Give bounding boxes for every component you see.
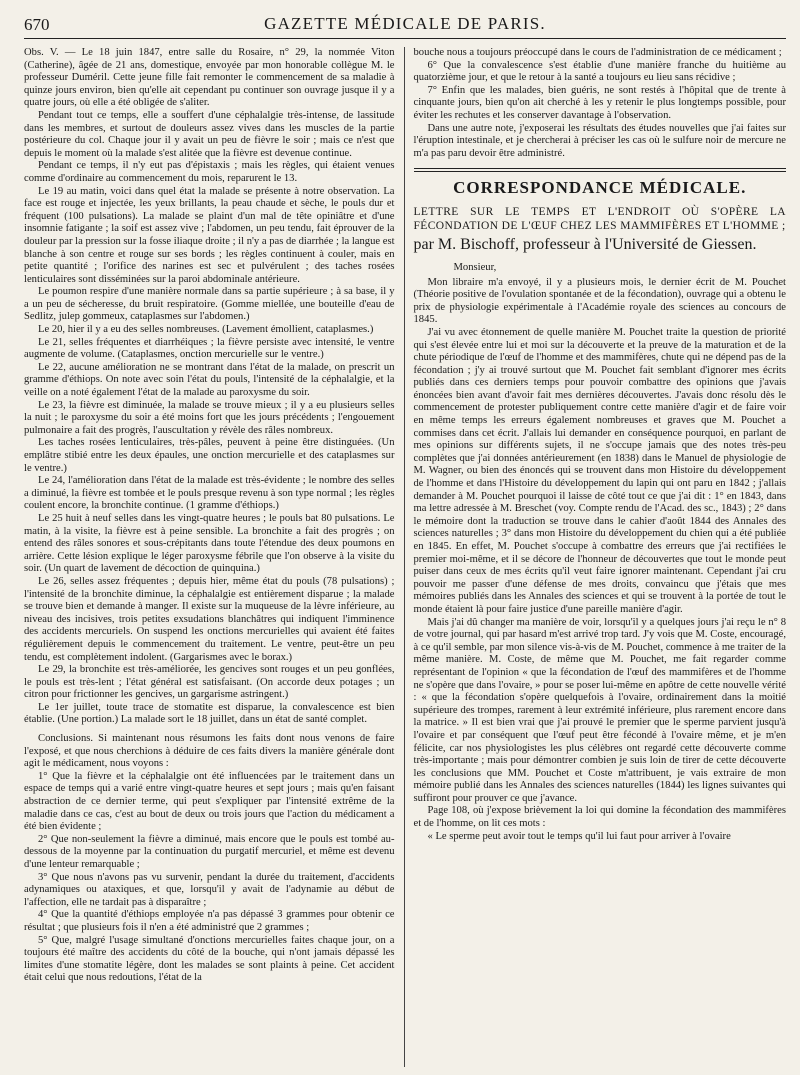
paragraph: Pendant ce temps, il n'y eut pas d'épistaxis ; mais les règles, qui étaient venues comme d'ordinaire au commencement du mois, reparurent le 13. xyxy=(24,160,395,184)
page-header xyxy=(24,10,786,39)
left-column xyxy=(24,47,405,1067)
section-title: CORRESPONDANCE MÉDICALE. xyxy=(453,178,747,198)
letter-quote: « Le sperme peut avoir tout le temps qu'il lui faut pour arriver à l'ovaire xyxy=(427,830,731,842)
conclusion-item: 3° Que nous n'avons pas vu survenir, pendant la durée du traitement, d'accidents adynamiques ou ataxiques, et que, lorsqu'il y avait de l'adynamie au début de l'affection, elle ne tardait pas à disparaître ; xyxy=(24,871,395,908)
section-divider xyxy=(414,168,787,172)
right-column xyxy=(405,47,787,1067)
paragraph: Le 22, aucune amélioration ne se montrant dans l'état de la malade, on prescrit un gramme d'éthiops. On note avec soin l'état du pouls, l'intensité de la céphalalgie, et la veille on a noté également l'état de la malade au paroxysme du soir. xyxy=(24,361,395,399)
paragraph: Le 21, selles fréquentes et diarrhéiques ; la fièvre persiste avec intensité, le ventre augmente de volume. (Cataplasmes, onction mercurielle sur le ventre.) xyxy=(24,336,395,361)
letter-paragraph: Mais j'ai dû changer ma manière de voir, lorsqu'il y a quelques jours j'ai reçu le n° 8 de votre journal, qui par hasard m'est arrivé trop tard. J'y vois que M. Coste, encouragé, à ce qu'il semble, par mon silence vis-à-vis de M. Pouchet, commence à me traiter de la même manière. M. Coste, de même que M. Pouchet, me fait regarder comme représentant de l'opinion « que la fécondation de l'œuf des mammifères et de l'homme ne s'opère que dans l'ovaire, » pour se poser lui-même en apôtre de cette nouvelle vérité : « que la fécondation s'opère quelquefois à l'ovaire, ordinairement dans la moitié supérieure des trompes, rarement à leur extrémité inférieure, plus rarement encore dans la matrice. » Il est bien vrai que j'ai prouvé le premier que le sperme parvient jusqu'à l'ovaire et par conséquent que l'œuf peut être fécondé à l'ovaire même, et je m'en félicite, car nos physiologistes les plus célèbres ont regardé cette découverte comme très-importante ; mais pour démontrer combien je suis loin de tirer de cette découverte les conclusions que MM. Pouchet et Coste m'attribuent, je vais extraire de mon mémoire publié dans les Annales des sciences naturelles (1844) les lignes suivantes qui suffiront pour prouver ce que j'avance. xyxy=(413,616,786,804)
salutation: Monsieur, xyxy=(453,261,497,273)
paragraph: Le 29, la bronchite est très-améliorée, les gencives sont rouges et un peu gonflées, le pouls est très-lent ; l'état général est satisfaisant. (On accorde deux potages ; un citron pour frictionner les gencives, un gargarisme astringent.) xyxy=(24,664,395,701)
conclusion-item: 6° Que la convalescence s'est établie d'une manière franche du huitième au quatorzième jour, et que le retour à la santé a toujours eu lieu sans récidive ; xyxy=(413,59,786,84)
conclusion-item: 7° Enfin que les malades, bien guéris, ne sont restés à l'hôpital que de trente à cinquante jours, bien qu'on ait cherché à les y retenir le plus longtemps possible, pour éviter les rechutes et les conserver davantage à l'observation. xyxy=(413,84,786,121)
page-number: 670 xyxy=(24,15,50,34)
conclusion-item: 2° Que non-seulement la fièvre a diminué, mais encore que le pouls est tombé au-dessous de la moyenne par la continuation du purgatif mercuriel, et même est devenu d'une lenteur remarquable ; xyxy=(24,833,395,870)
two-column-body xyxy=(24,47,786,1067)
paragraph: Le 20, hier il y a eu des selles nombreuses. (Lavement émollient, cataplasmes.) xyxy=(38,324,374,336)
conclusion-item: 4° Que la quantité d'éthiops employée n'a pas dépassé 3 grammes pour obtenir ce résultat ; que plusieurs fois il n'en a été administré que 2 grammes ; xyxy=(24,909,395,933)
letter-paragraph: Page 108, où j'expose brièvement la loi qui domine la fécondation des mammifères et de l'homme, on lit ces mots : xyxy=(413,805,786,830)
paragraph: Pendant tout ce temps, elle a souffert d'une céphalalgie très-intense, de lassitude dans les membres, et surtout de douleurs assez vives dans les muscles de la partie postérieure du col. Chaque jour il y avait un peu de fièvre le soir ; mais ce n'est que depuis le moment où la malade s'est alitée que la fièvre est devenue continue. xyxy=(24,109,395,159)
paragraph: Le 25 huit à neuf selles dans les vingt-quatre heures ; le pouls bat 80 pulsations. Le matin, à la visite, la fièvre est à peine sensible. La bronchite a fait des progrès ; on entend des râles sonores et sous-crépitants dans toute l'étendue des deux poumons en arrière. Cette lésion explique le léger paroxysme fébrile que l'on observe à la visite du soir. (Un quart de lavement de décoction de quinquina.) xyxy=(24,512,395,575)
paragraph: Le 19 au matin, voici dans quel état la malade se présente à notre observation. La face est rouge et injectée, les yeux brillants, la peau chaude et sèche, le pouls dur et fréquent (100 pulsations). La malade se plaint d'un mal de tête opiniâtre et d'une insomnie fatigante ; la soif est assez vive ; l'abdomen, un peu tendu, fait éprouver de la douleur par la pression sur la fosse iliaque droite ; il n'y a pas de diarrhée ; la langue est blanche à son centre et rouge sur ses bords ; les règles continuent à couler, mais en petite quantité ; l'orifice des narines est sec et pulvérulent ; des taches rosées lenticulaires sont disséminées sur la paroi abdominale antérieure. xyxy=(24,185,395,285)
paragraph: Le 1er juillet, toute trace de stomatite est disparue, la convalescence est bien établie. (Une portion.) La malade sort le 18 juillet, dans un état de santé complet. xyxy=(24,701,395,726)
paragraph: Les taches rosées lenticulaires, très-pâles, peuvent à peine être distinguées. (Un emplâtre stibié entre les deux épaules, une onction mercurielle et des cataplasmes sur le ventre.) xyxy=(24,437,395,474)
paragraph: Le 26, selles assez fréquentes ; depuis hier, même état du pouls (78 pulsations) ; l'intensité de la bronchite diminue, la céphalalgie est entièrement disparue ; la malade se trouve bien et demande à manger. Il existe sur la muqueuse de la lèvre inférieure, au niveau des incisives, trois petites exsudations blanchâtres qui indiquent l'imminence des accidents mercuriels. On suspend les onctions mercurielles qui avaient été faites régulièrement depuis le commencement du traitement. Le ventre, peut-être un peu tendu, est complètement indolent. (Gargarismes avec le borax.) xyxy=(24,575,395,663)
conclusion-item: 5° Que, malgré l'usage simultané d'onctions mercurielles faites chaque jour, on a toujours été maître des accidents du côté de la bouche, qui n'ont jamais dépassé les limites d'une stomatite légère, dont les malades se sont plaints à peine. Cet accident était celui que nous redoutions, l'état de la xyxy=(24,934,395,984)
running-title: GAZETTE MÉDICALE DE PARIS. xyxy=(264,14,546,33)
paragraph: Dans une autre note, j'exposerai les résultats des études nouvelles que j'ai faites sur l'éruption intestinale, et je chercherai à préciser les cas où le sulfure noir de mercure ne m'a pas paru devoir être administré. xyxy=(413,122,786,159)
observation-intro: Obs. V. — Le 18 juin 1847, entre salle du Rosaire, n° 29, la nommée Viton (Catherine), âgée de 21 ans, domestique, envoyée par mon honorable collègue M. le professeur Duméril. Cette jeune fille fait remonter le commencement de sa maladie à quinze jours environ, bien qu'elle ait cependant pu continuer son ouvrage jusque il y a quatre jours, où elle a été obligée de s'aliter. xyxy=(24,47,395,109)
paragraph: Le poumon respire d'une manière normale dans sa partie supérieure ; à sa base, il y a un peu de sécheresse, du bruit respiratoire. (Gomme miellée, une bouteille d'eau de Sedlitz, julep gommeux, cataplasmes sur l'abdomen.) xyxy=(24,286,395,323)
paragraph: Le 23, la fièvre est diminuée, la malade se trouve mieux ; il y a eu plusieurs selles la nuit ; le paroxysme du soir a été moins fort que les jours précédents ; l'engouement pulmonaire a fait des progrès, l'auscultation y révèle des râles nombreux. xyxy=(24,399,395,436)
paragraph: Le 24, l'amélioration dans l'état de la malade est très-évidente ; le nombre des selles a diminué, la fièvre est tombée et le pouls presque revenu à son type normal ; les règles coulent encore, la bronchite continue. (1 gramme d'éthiops.) xyxy=(24,475,395,512)
conclusion-item: 1° Que la fièvre et la céphalalgie ont été influencées par le traitement dans un espace de temps qui a varié entre vingt-quatre heures et sept jours ; mais qu'en faisant abstraction de ce dernier terme, qui peut s'expliquer par l'intensité extrême de la maladie dans ce cas, c'est au bout de deux ou trois jours que l'action du médicament a été bien évidente ; xyxy=(24,770,395,833)
letter-paragraph: J'ai vu avec étonnement de quelle manière M. Pouchet traite la question de priorité qui s'est élevée entre lui et moi sur la découverte et la preuve de la maturation et de la chute périodique de l'œuf de l'homme et des mammifères, chute qui ne dépend pas de la fécondation ; j'y ai trouvé surtout que M. Pouchet fait semblant d'ignorer mes écrits publiés dans ces derniers temps pour pouvoir combattre des opinions que j'avais énoncées bien avant d'avoir fait mes dernières découvertes. J'avais donc résolu dès le commencement de protester publiquement contre cette manière d'agir et de faire voir en même temps les erreurs également nombreuses et graves que M. Pouchet a commises dans cet écrit. J'allais lui demander en conséquence pourquoi, en parlant de mes opinions sur différents sujets, il ne s'occupe jamais que des notes très-peu complètes que j'ai données antérieurement (en 1838) dans le Manuel de physiologie de M. Wagner, ou bien des énoncés qui se trouvent dans mon Histoire du développement de l'homme et dans l'Histoire du développement du lapin qui ont paru en 1842 ; j'allais demander à M. Pouchet pourquoi il laisse de côté tout ce que j'ai dit : 1° en 1843, dans ma lettre adressée à M. Breschet (voy. Compte rendu de l'Acad. des sc., 1843) ; 2° dans le mémoire dont la traduction se trouve dans le cahier d'août 1844 des Annales des sciences naturelles ; 3° dans mon Histoire du développement du chien qui a été publiée en 1845. En effet, M. Pouchet s'occupe à combattre des erreurs que j'ai rectifiées le premier moi-même, et il se décore de l'honneur de découvertes que tout le monde peut puiser dans ceux de mes écrits qu'il veut faire ignorer maintenant. Cependant j'ai cru pouvoir me passer d'une défense de mes droits, convaincu que j'étais que mes mémoires publiés dans les Annales des sciences et qui se trouvent à la portée de tout le monde étaient là pour faire justice d'une pareille manière d'agir. xyxy=(413,326,786,615)
letter-paragraph: Mon libraire m'a envoyé, il y a plusieurs mois, le dernier écrit de M. Pouchet (Théorie positive de l'ovulation spontanée et de la fécondation), ouvrage qui a obtenu le prix de physiologie expérimentale à l'Académie royale des sciences au concours de 1845. xyxy=(413,276,786,326)
conclusions-paragraph: Conclusions. Si maintenant nous résumons les faits dont nous venons de faire l'exposé, et que nous cherchions à déduire de ces faits divers la manière générale dont agit le médicament, nous voyons : xyxy=(24,733,395,770)
letter-title: LETTRE SUR LE TEMPS ET L'ENDROIT OÙ S'OPÈRE LA FÉCONDATION DE L'ŒUF CHEZ LES MAMMIFÈRES ET L'HOMME ; xyxy=(413,205,786,232)
letter-author: par M. Bischoff, professeur à l'Université de Giessen. xyxy=(413,235,757,253)
paragraph-continuation: bouche nous a toujours préoccupé dans le cours de l'administration de ce médicament ; xyxy=(413,47,782,58)
